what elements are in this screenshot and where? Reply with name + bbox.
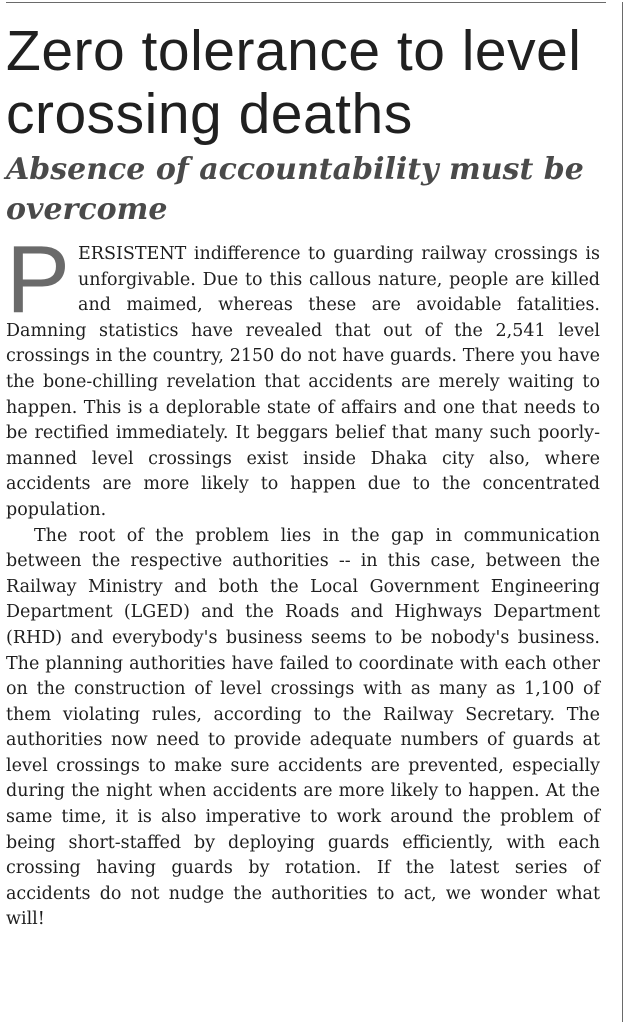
headline: Zero tolerance to level crossing deaths <box>6 19 582 146</box>
editorial-article <box>6 20 600 933</box>
top-rule-divider <box>6 2 606 3</box>
lead-caps: ERSISTENT <box>78 244 187 264</box>
right-rule-divider <box>622 2 623 1022</box>
paragraph-1-text: indifference to guarding railway crossings is unforgivable. Due to this callous nature, people are killed and maimed, whereas these are avoidable fatalities. Damning statistics have revealed that out of the 2,541 level crossings in the country, 2150 do not have guards. There you have the bone-chilling revelation that accidents are merely waiting to happen. This is a deplorable state of affairs and one that needs to be rectified immediately. It beggars belief that many such poorly-manned level crossings exist inside Dhaka city also, where accidents are more likely to happen due to the concentrated population. <box>6 244 600 520</box>
paragraph-2: The root of the problem lies in the gap in communication between the respective authorities -- in this case, between the Railway Ministry and both the Local Government Engineering Department (LGED) and the Roads and Highways Department (RHD) and everybody's business seems to be nobody's business. The planning authorities have failed to coordinate with each other on the construction of level crossings with as many as 1,100 of them violating rules, according to the Railway Secretary. The authorities now need to provide adequate numbers of guards at level crossings to make sure accidents are prevented, especially during the night when accidents are more likely to happen. At the same time, it is also imperative to work around the problem of being short-staffed by deploying guards efficiently, with each crossing having guards by rotation. If the latest series of accidents do not nudge the authorities to act, we wonder what will! <box>6 525 600 930</box>
article-body <box>6 226 600 933</box>
paragraph-1 <box>6 226 600 524</box>
subheadline: Absence of accountability must be overcome <box>6 152 584 227</box>
drop-cap: P <box>6 226 71 333</box>
